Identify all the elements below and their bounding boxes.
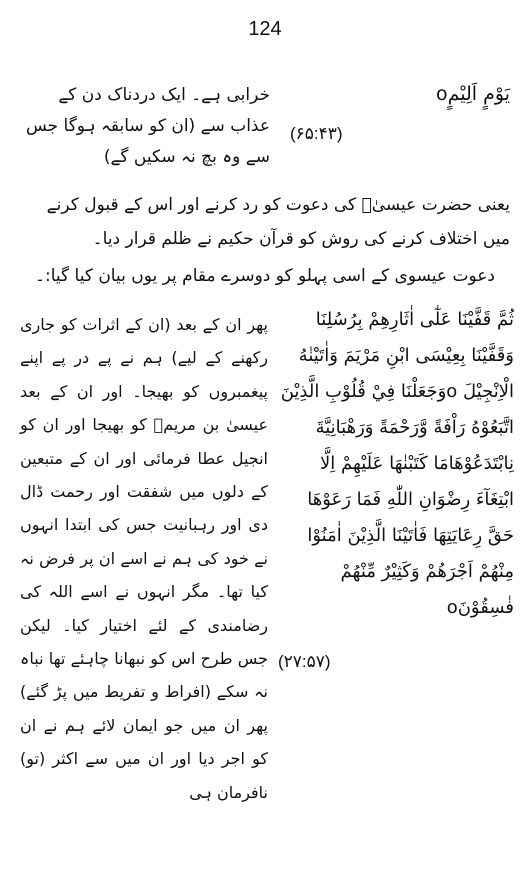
bottom-urdu-translation: پھر ان کے بعد (ان کے اثرات کو جاری رکھنے کے لیے) ہم نے پے در پے اپنے پیغمبروں کو بھیجا۔ اور ان کے بعد عیسیٰ بن مریمؑ کو بھیجا اور ان کو انجیل عطا فرمائی اور ان کے متبعین کے دلوں میں شفقت اور رحمت ڈال دی اور رہبانیت جس کی ابتدا انہوں نے خود کی ہم نے اسے ان پر فرض نہ کیا تھا۔ مگر انہوں نے اسے اللہ کی رضامندی کے لئے اختیار کیا۔ لیکن جس طرح اس کو نبھانا چاہئے تھا نباہ نہ سکے (افراط و تفریط میں پڑ گئے) پھر ان میں جو ایمان لائے ہم نے ان کو اجر دیا اور ان میں سے اکثر (تو) نافرمان ہی (20, 315, 268, 802)
bottom-arabic-verse-block (278, 302, 514, 680)
top-verse-reference: (۶۵:۴۳) (290, 124, 343, 143)
bottom-arabic-verse: ثُمَّ قَفَّيْنَا عَلٰٓى اٰثَارِهِمْ بِرُسُلِنَا وَقَفَّيْنَا بِعِيْسَى ابْنِ مَرْيَمَ وَاٰتَيْنٰهُ الْاِنْجِيْلَ oوَجَعَلْنَا فِيْ قُلُوْبِ الَّذِيْنَ اتَّبَعُوْهُ رَاْفَةً وَّرَحْمَةً وَرَهْبَانِيَّةَ نِابْتَدَعُوْهَامَا كَتَبْنٰهَا عَلَيْهِمْ اِلَّا ابْتِغَآءَ رِضْوَانِ اللّٰهِ فَمَا رَعَوْهَا حَقَّ رِعَايَتِهَا فَاٰتَيْنَا الَّذِيْنَ اٰمَنُوْا مِنْهُمْ اَجْرَهُمْ وَكَثِيْرٌ مِّنْهُمْ فٰسِقُوْنَo (280, 309, 514, 618)
top-arabic-verse: يَوْمٍ اَلِيْمٍo (436, 83, 510, 105)
page-number: 124 (248, 18, 282, 40)
commentary-paragraph-2: دعوت عیسوی کے اسی پہلو کو دوسرے مقام پر یوں بیان کیا گیا:۔ (35, 266, 495, 286)
top-arabic-verse-block (290, 78, 510, 150)
bottom-verse-reference: (۲۷:۵۷) (278, 652, 331, 671)
top-urdu-translation: خرابی ہے۔ ایک دردناک دن کے عذاب سے (ان کو سابقہ ہوگا جس سے وہ بچ نہ سکیں گے) (25, 85, 270, 167)
commentary-paragraph-1: یعنی حضرت عیسیٰؑ کی دعوت کو رد کرنے اور اس کے قبول کرنے میں اختلاف کرنے کی روش کو قرآن حکیم نے ظلم قرار دیا۔ (46, 195, 510, 249)
